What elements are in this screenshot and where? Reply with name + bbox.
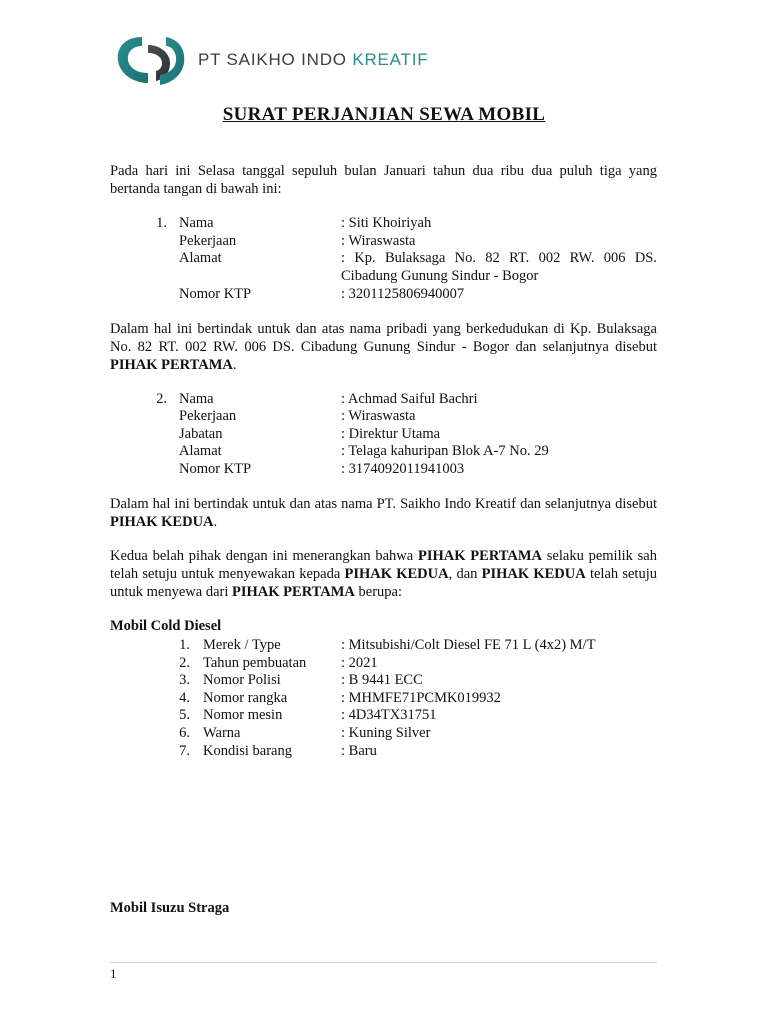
field-label: Pekerjaan	[179, 408, 237, 424]
field-label: Nomor KTP	[179, 286, 252, 302]
page-number: 1	[110, 966, 117, 981]
footer-divider	[110, 962, 657, 963]
field-value: : Siti Khoiriyah	[341, 215, 432, 231]
field-value: : Wiraswasta	[341, 233, 416, 249]
company-logo	[112, 33, 428, 87]
field-value: : Achmad Saiful Bachri	[341, 391, 478, 407]
company-name: PT SAIKHO INDO KREATIF	[198, 50, 429, 69]
party2-description: Dalam hal ini bertindak untuk dan atas nama PT. Saikho Indo Kreatif dan selanjutnya disebut PIHAK KEDUA.	[110, 496, 657, 530]
field-value: : 3201125806940007	[341, 286, 465, 302]
field-label: Alamat	[179, 443, 222, 459]
party1-number: 1.	[156, 215, 167, 231]
party2-number: 2.	[156, 391, 167, 407]
field-label: Pekerjaan	[179, 233, 237, 249]
field-value: : 3174092011941003	[341, 461, 465, 477]
field-label: Jabatan	[179, 426, 223, 442]
field-label: Nomor KTP	[179, 461, 252, 477]
vehicle1-heading: Mobil Cold Diesel	[110, 618, 222, 634]
field-label: Nama	[179, 215, 214, 231]
vehicle2-heading: Mobil Isuzu Straga	[110, 900, 230, 916]
intro-paragraph: Pada hari ini Selasa tanggal sepuluh bulan Januari tahun dua ribu dua puluh tiga yang bertanda tangan di bawah ini:	[110, 163, 657, 197]
field-value: : Wiraswasta	[341, 408, 416, 424]
field-label: Alamat	[179, 250, 222, 266]
agreement-paragraph: Kedua belah pihak dengan ini menerangkan bahwa PIHAK PERTAMA selaku pemilik sah telah setuju untuk menyewakan kepada PIHAK KEDUA, dan PIHAK KEDUA telah setuju untuk menyewa dari PIHAK PERTAMA berupa:	[110, 548, 657, 600]
party1-description: Dalam hal ini bertindak untuk dan atas nama pribadi yang berkedudukan di Kp. Bulaksaga No. 82 RT. 002 RW. 006 DS. Cibadung Gunung Sindur - Bogor dan selanjutnya disebut PIHAK PERTAMA.	[110, 321, 657, 373]
field-value: : Telaga kahuripan Blok A-7 No. 29	[341, 443, 549, 459]
field-value: : Direktur Utama	[341, 426, 441, 442]
field-value: : Kp. Bulaksaga No. 82 RT. 002 RW. 006 DS. Cibadung Gunung Sindur - Bogor	[341, 250, 657, 284]
logo-icon	[112, 33, 190, 87]
document-title: SURAT PERJANJIAN SEWA MOBIL	[222, 104, 546, 125]
field-label: Nama	[179, 391, 214, 407]
